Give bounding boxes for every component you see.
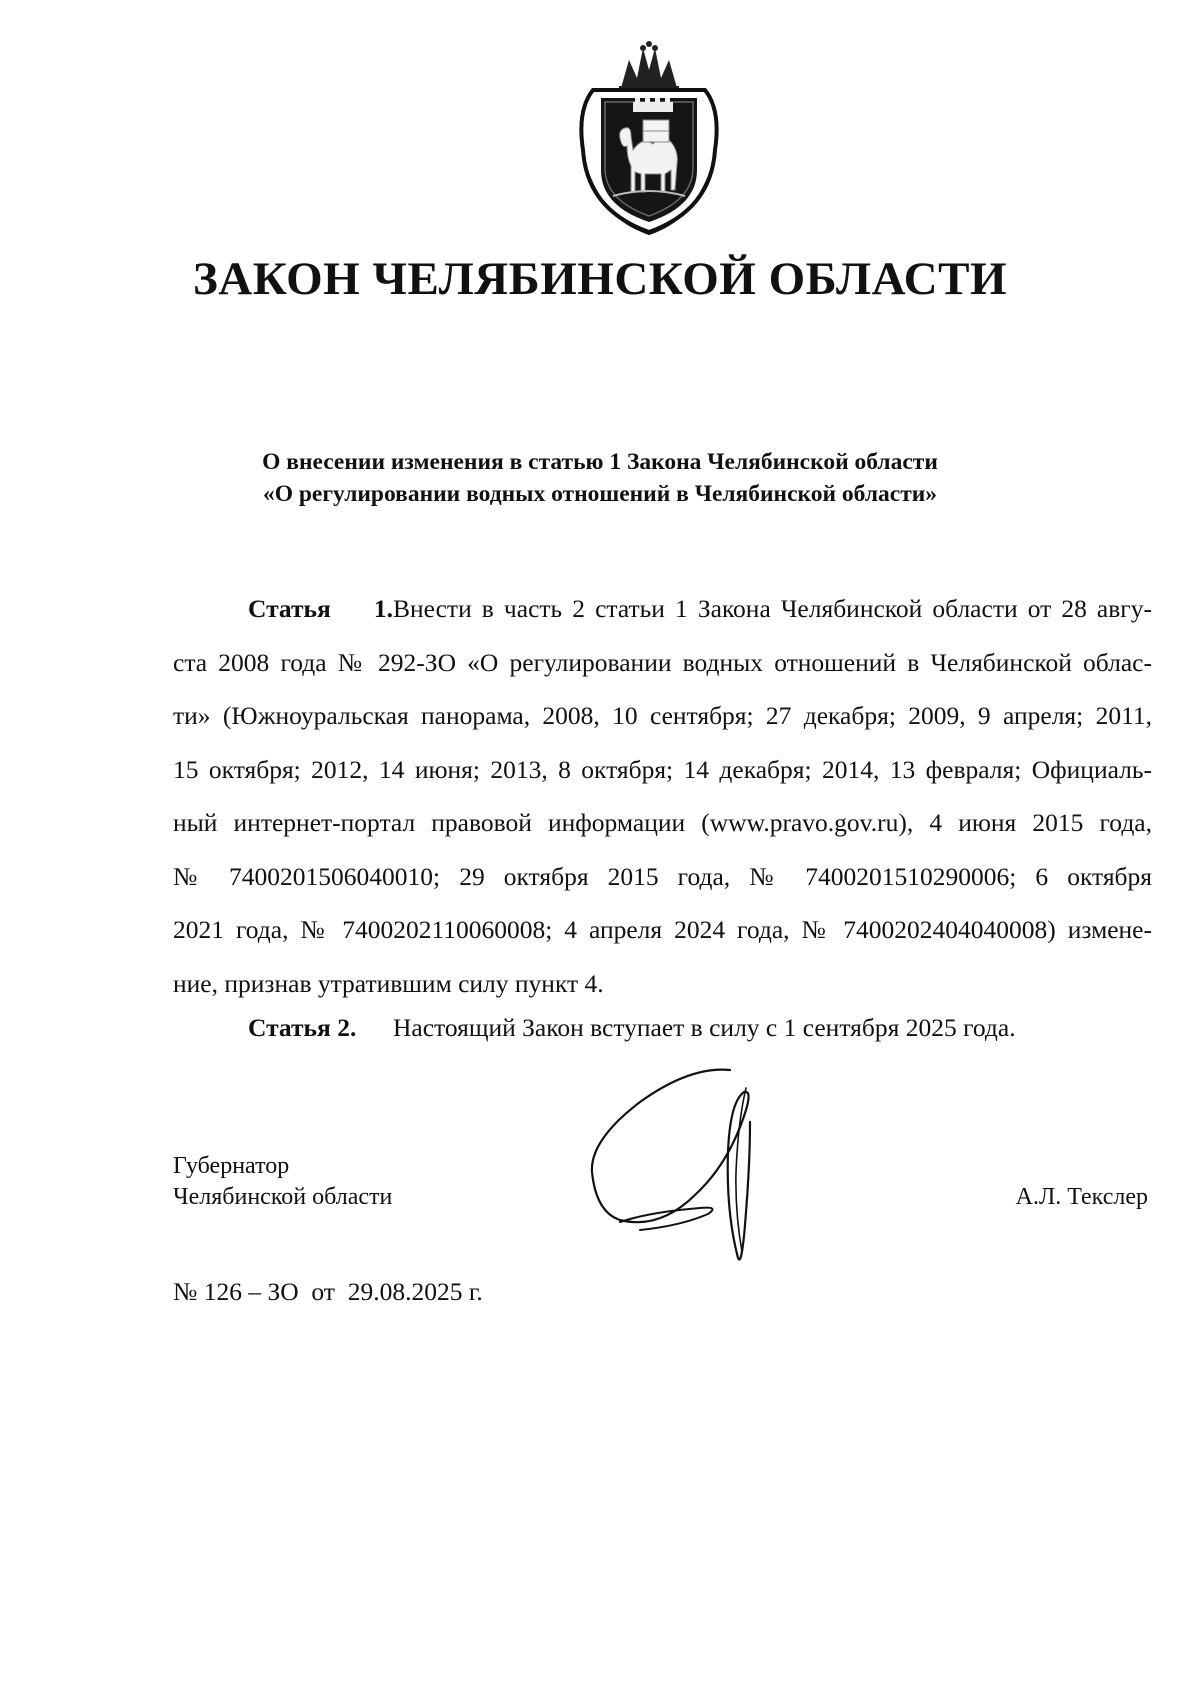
signatory-position-line: Челябинской области — [173, 1184, 393, 1210]
article-2-label: Статья 2. — [248, 1013, 357, 1042]
article-2-text: Настоящий Закон вступает в силу с 1 сентября 2025 года. — [393, 1013, 1016, 1042]
signatory-position — [173, 1151, 392, 1213]
law-title: ЗАКОН ЧЕЛЯБИНСКОЙ ОБЛАСТИ — [192, 253, 1008, 305]
law-subtitle — [0, 446, 1200, 510]
article-2 — [248, 1010, 1016, 1046]
article-1-line: ный интернет-портал правовой информации (www.pravo.gov.ru), 4 июня 2015 года, — [173, 808, 1152, 837]
article-1 — [173, 582, 1152, 1010]
article-1-line: ти» (Южноуральская панорама, 2008, 10 сентября; 27 декабря; 2009, 9 апреля; 2011, — [173, 701, 1152, 730]
signatory-position-line: Губернатор — [173, 1153, 290, 1179]
article-1-line — [173, 582, 1152, 636]
law-number-and-date: № 126 – ЗО от 29.08.2025 г. — [173, 1277, 483, 1306]
article-1-line: № 7400201506040010; 29 октября 2015 года, № 7400201510290006; 6 октября — [173, 861, 1152, 891]
subtitle-line: О внесении изменения в статью 1 Закона Челябинской области — [262, 449, 938, 475]
article-1-text: Внести в часть 2 статьи 1 Закона Челябинской области от 28 авгу- — [393, 594, 1152, 623]
signatory-name: А.Л. Текслер — [1015, 1184, 1148, 1210]
article-1-line: ние, признав утратившим силу пункт 4. — [173, 968, 604, 998]
article-1-line: 15 октября; 2012, 14 июня; 2013, 8 октября; 14 декабря; 2014, 13 февраля; Официаль- — [173, 754, 1152, 784]
article-1-label: Статья 1. — [248, 594, 393, 623]
article-1-line: ста 2008 года № 292-ЗО «О регулировании водных отношений в Челябинской облас- — [173, 647, 1152, 677]
handwritten-signature-icon — [580, 1062, 780, 1277]
coat-of-arms-icon — [573, 40, 725, 236]
subtitle-line: «О регулировании водных отношений в Челябинской области» — [262, 481, 938, 507]
article-1-line: 2021 года, № 7400202110060008; 4 апреля 2024 года, № 7400202404040008) измене- — [173, 915, 1152, 944]
